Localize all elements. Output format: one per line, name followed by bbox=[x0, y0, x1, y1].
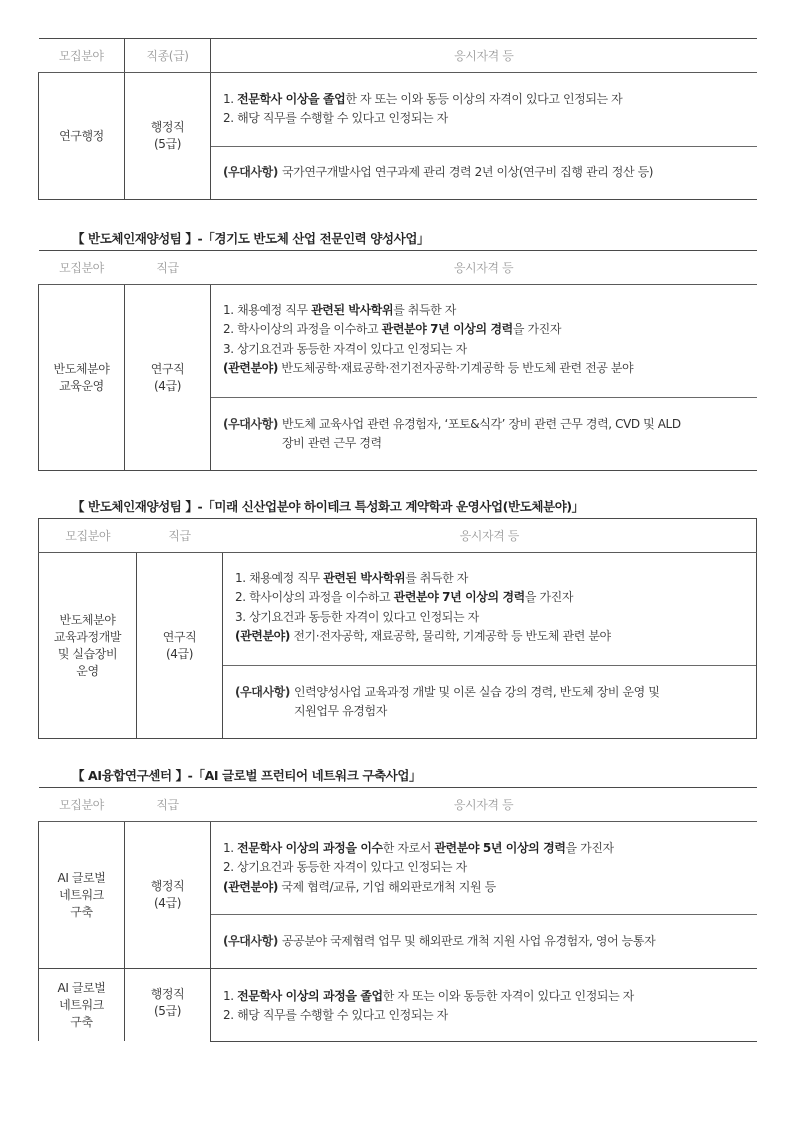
section-title: 【 AI융합연구센터 】-「AI 글로벌 프런티어 네트워크 구축사업」 bbox=[72, 768, 422, 783]
field-line: 교육운영 bbox=[59, 378, 104, 393]
grade-level: (4급) bbox=[166, 646, 193, 661]
header-qualification: 응시자격 등 bbox=[211, 39, 757, 73]
qualification-cell bbox=[211, 73, 757, 147]
preference-label: (우대사항) bbox=[223, 933, 278, 948]
preference-cell bbox=[211, 147, 757, 200]
recruit-table-semiconductor-curriculum bbox=[38, 518, 757, 739]
qualification-line: 1. 채용예정 직무 관련된 박사학위를 취득한 자 bbox=[235, 571, 468, 585]
qualification-line: 1. 채용예정 직무 관련된 박사학위를 취득한 자 bbox=[223, 303, 456, 317]
preference-cell bbox=[211, 915, 757, 969]
section-title: 【 반도체인재양성팀 】-「미래 신산업분야 하이테크 특성화고 계약학과 운영사업(반도체분야)」 bbox=[72, 499, 584, 514]
grade-level: (4급) bbox=[154, 378, 181, 393]
grade-name: 행정직 bbox=[150, 879, 185, 893]
header-qualification: 응시자격 등 bbox=[211, 788, 757, 822]
field-cell: 연구행정 bbox=[39, 73, 125, 200]
preference-label: (우대사항) bbox=[235, 684, 290, 699]
grade-cell bbox=[125, 822, 211, 969]
grade-level: (5급) bbox=[154, 1004, 181, 1018]
qualification-line: 1. 전문학사 이상을 졸업한 자 또는 이와 동등 이상의 자격이 있다고 인정되는 자 bbox=[223, 92, 623, 106]
qualification-line: 2. 학사이상의 과정을 이수하고 관련분야 7년 이상의 경력을 가진자 bbox=[235, 590, 574, 605]
qualification-line: 3. 상기요건과 동등한 자격이 있다고 인정되는 자 bbox=[223, 341, 467, 356]
grade-cell bbox=[137, 553, 223, 739]
field-cell bbox=[39, 553, 137, 739]
preference-text: 국가연구개발사업 연구과제 관리 경력 2년 이상(연구비 집행 관리 정산 등) bbox=[281, 165, 654, 180]
grade-cell bbox=[125, 73, 211, 200]
recruit-table-semiconductor-education bbox=[38, 250, 757, 471]
grade-name: 행정직 bbox=[150, 120, 185, 134]
header-job-type: 직종(급) bbox=[125, 39, 211, 73]
qualification-line: 2. 해당 직무를 수행할 수 있다고 인정되는 자 bbox=[223, 111, 448, 126]
field-line: 반도체분야 bbox=[53, 361, 110, 376]
qualification-cell bbox=[223, 553, 757, 666]
related-field-line: (관련분야) 전기·전자공학, 재료공학, 물리학, 기계공학 등 반도체 관련 분야 bbox=[235, 628, 611, 643]
preference-text: 공공분야 국제협력 업무 및 해외판로 개척 지원 사업 유경험자, 영어 능통자 bbox=[281, 933, 656, 948]
field-cell bbox=[39, 969, 125, 1042]
field-line: AI 글로벌 bbox=[57, 980, 106, 995]
header-field: 모집분야 bbox=[39, 788, 125, 822]
field-line: 구축 bbox=[70, 1014, 93, 1029]
section-title: 【 반도체인재양성팀 】-「경기도 반도체 산업 전문인력 양성사업」 bbox=[72, 231, 430, 246]
qualification-cell bbox=[211, 969, 757, 1042]
qualification-line: 1. 전문학사 이상의 과정을 이수한 자로서 관련분야 5년 이상의 경력을 가진자 bbox=[223, 841, 614, 855]
preference-cell bbox=[211, 398, 757, 471]
preference-text: 인력양성사업 교육과정 개발 및 이론 실습 강의 경력, 반도체 장비 운영 및 bbox=[293, 684, 660, 699]
preference-text: 장비 관련 근무 경력 bbox=[281, 436, 382, 450]
qualification-cell bbox=[211, 285, 757, 398]
header-qualification: 응시자격 등 bbox=[223, 519, 757, 553]
grade-name: 연구직 bbox=[150, 361, 185, 376]
preference-label: (우대사항) bbox=[223, 165, 278, 180]
grade-level: (4급) bbox=[154, 896, 181, 910]
field-line: 교육과정개발 bbox=[53, 629, 122, 644]
header-job-grade: 직급 bbox=[125, 788, 211, 822]
header-job-grade: 직급 bbox=[125, 251, 211, 285]
qualification-line: 2. 해당 직무를 수행할 수 있다고 인정되는 자 bbox=[223, 1008, 448, 1023]
preference-label: (우대사항) bbox=[223, 416, 278, 431]
field-line: AI 글로벌 bbox=[57, 870, 106, 885]
header-field: 모집분야 bbox=[39, 519, 137, 553]
qualification-line: 1. 전문학사 이상의 과정을 졸업한 자 또는 이와 동등한 자격이 있다고 인정되는 자 bbox=[223, 989, 634, 1003]
field-line: 구축 bbox=[70, 904, 93, 919]
qualification-line: 2. 상기요건과 동등한 자격이 있다고 인정되는 자 bbox=[223, 860, 467, 875]
field-line: 반도체분야 bbox=[59, 612, 116, 627]
header-field: 모집분야 bbox=[39, 39, 125, 73]
grade-cell bbox=[125, 285, 211, 471]
qualification-cell bbox=[211, 822, 757, 915]
header-field: 모집분야 bbox=[39, 251, 125, 285]
related-field-line: (관련분야) 반도체공학·재료공학·전기전자공학·기계공학 등 반도체 관련 전공 분야 bbox=[223, 360, 634, 375]
preference-cell bbox=[223, 666, 757, 739]
preference-text: 반도체 교육사업 관련 유경험자, ‘포토&식각’ 장비 관련 근무 경력, CVD 및 ALD bbox=[281, 416, 681, 431]
grade-name: 연구직 bbox=[162, 629, 197, 644]
recruit-table-research-admin bbox=[38, 38, 757, 200]
header-job-grade: 직급 bbox=[137, 519, 223, 553]
header-qualification: 응시자격 등 bbox=[211, 251, 757, 285]
preference-text: 지원업무 유경험자 bbox=[293, 704, 387, 718]
field-line: 네트워크 bbox=[59, 887, 104, 902]
field-line: 네트워크 bbox=[59, 997, 104, 1012]
field-line: 운영 bbox=[76, 663, 99, 678]
grade-level: (5급) bbox=[154, 137, 181, 151]
grade-name: 행정직 bbox=[150, 987, 185, 1001]
qualification-line: 2. 학사이상의 과정을 이수하고 관련분야 7년 이상의 경력을 가진자 bbox=[223, 322, 562, 337]
field-cell bbox=[39, 285, 125, 471]
recruit-table-ai-global-network bbox=[38, 787, 757, 1042]
grade-cell bbox=[125, 969, 211, 1042]
qualification-line: 3. 상기요건과 동등한 자격이 있다고 인정되는 자 bbox=[235, 609, 479, 624]
field-cell bbox=[39, 822, 125, 969]
related-field-line: (관련분야) 국제 협력/교류, 기업 해외판로개척 지원 등 bbox=[223, 879, 496, 894]
field-line: 및 실습장비 bbox=[57, 646, 118, 661]
